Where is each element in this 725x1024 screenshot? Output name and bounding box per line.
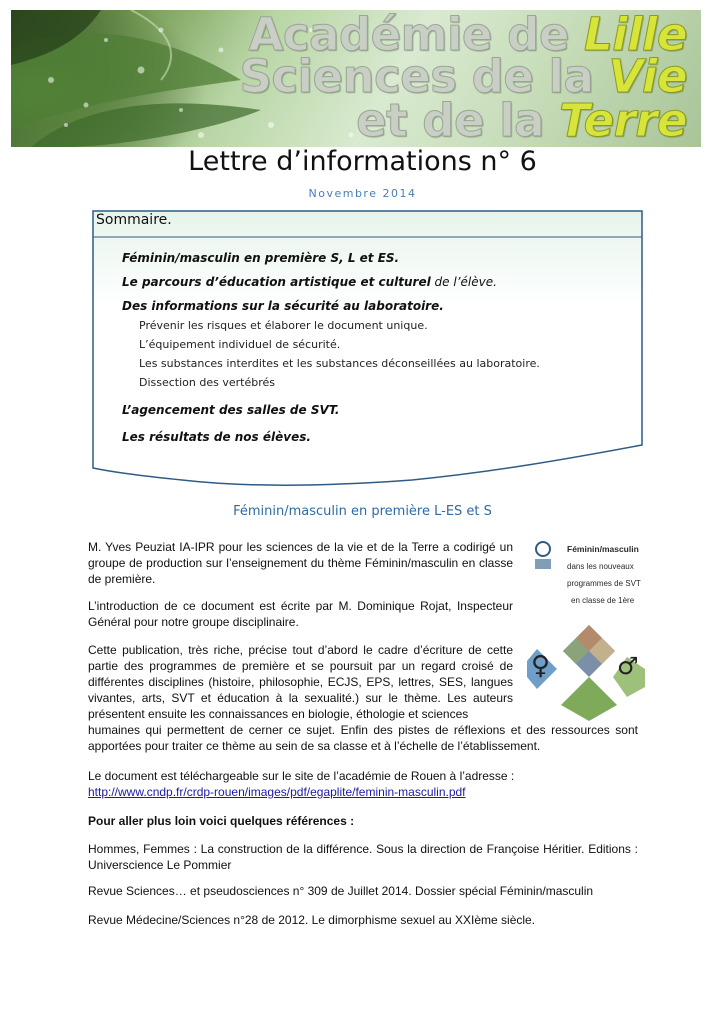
reference-medecine-sciences: Revue Médecine/Sciences n°28 de 2012. Le dimorphisme sexuel au XXIème siècle. (88, 913, 536, 927)
sommaire-subitem-dissection[interactable]: Dissection des vertébrés (139, 376, 275, 389)
sommaire-heading: Sommaire. (96, 212, 172, 228)
header-banner (11, 10, 701, 147)
sommaire-item-label: L’agencement des salles de SVT. (122, 403, 340, 417)
newsletter-title: Lettre d’informations n° 6 (188, 146, 537, 177)
banner-line-2 (239, 50, 687, 103)
banner-academie-text: Académie de (248, 10, 569, 61)
sommaire-item-label: Des informations sur la sécurité au laboratoire. (122, 299, 444, 313)
newsletter-date: Novembre 2014 (308, 187, 417, 200)
banner-terre-text: Terre (559, 94, 687, 147)
reference-sciences-pseudosciences: Revue Sciences… et pseudosciences n° 309 de Juillet 2014. Dossier spécial Féminin/masculin (88, 884, 594, 898)
sommaire-item-label: Le parcours d’éducation artistique et culturel (122, 275, 431, 289)
cover-title-line1: Féminin/masculin (567, 544, 639, 554)
logo-icon (536, 542, 550, 556)
sommaire-subitem-substances[interactable]: Les substances interdites et les substances déconseillées au laboratoire. (139, 357, 540, 370)
references-heading: Pour aller plus loin voici quelques références : (88, 814, 355, 828)
paragraph-publication: Cette publication, très riche, précise tout d’abord le cadre d’écriture de cette partie des programmes de première et se poursuit par un regard croisé de différentes disciplines (histoire, philosophie, ECJS, EPS, lettres, SES, langues vivantes, arts, SVT et éducation à la sexualité.) sur le thème. Les auteurs présentent ensuite les connaissances en biologie, éthologie et sciences (88, 643, 513, 721)
sommaire-item-feminin[interactable] (122, 251, 399, 265)
brochure-cover-art (527, 537, 645, 721)
sommaire-item-resultats[interactable] (122, 430, 311, 444)
cover-title-line4: en classe de 1ère (571, 596, 635, 605)
cover-title-line3: programmes de SVT (567, 579, 641, 588)
female-symbol-icon: ♀ (531, 651, 551, 681)
paragraph-download: Le document est téléchargeable sur le site de l’académie de Rouen à l’adresse : (88, 769, 515, 783)
sommaire-item-parcours[interactable] (122, 275, 497, 289)
banner-vie-text: Vie (608, 50, 687, 103)
banner-lille-text: Lille (584, 10, 687, 61)
banner-sciences-text: Sciences de la (239, 50, 594, 103)
paragraph-publication-cont: humaines qui permettent de cerner ce sujet. Enfin des pistes de réflexions et des ressources sont apportées pour traiter ce thème au sein de sa classe et à l’échelle de l’établissement. (88, 723, 638, 753)
reference-heritier: Hommes, Femmes : La construction de la différence. Sous la direction de Françoise Héritier. Editions : Universcience Le Pommier (88, 842, 638, 872)
sommaire-item-label: Les résultats de nos élèves. (122, 430, 311, 444)
cover-title-line2: dans les nouveaux (567, 562, 634, 571)
sommaire-item-rest: de l’élève. (430, 275, 497, 289)
sommaire-item-securite[interactable] (122, 299, 444, 313)
section-title: Féminin/masculin en première L-ES et S (233, 504, 492, 519)
banner-line-3 (356, 94, 687, 147)
brochure-cover-image (527, 537, 645, 721)
paragraph-peuziat: M. Yves Peuziat IA-IPR pour les sciences de la vie et de la Terre a codirigé un groupe de production sur l’enseignement du thème Féminin/masculin en classe de première. (88, 540, 513, 586)
download-url[interactable]: http://www.cndp.fr/crdp-rouen/images/pdf/egaplite/feminin-masculin.pdf (88, 785, 466, 799)
banner-etdela-text: et de la (356, 94, 544, 147)
male-symbol-icon: ♂ (617, 652, 639, 680)
download-link[interactable] (88, 784, 638, 800)
paragraph-rojat: L’introduction de ce document est écrite par M. Dominique Rojat, Inspecteur Général pour notre groupe disciplinaire. (88, 599, 513, 629)
sommaire-item-agencement[interactable] (122, 403, 339, 417)
sommaire-subitem-risques[interactable]: Prévenir les risques et élaborer le document unique. (139, 319, 428, 332)
sommaire-subitem-equipement[interactable]: L’équipement individuel de sécurité. (139, 338, 341, 351)
sommaire-item-label: Féminin/masculin en première S, L et ES. (122, 251, 400, 265)
